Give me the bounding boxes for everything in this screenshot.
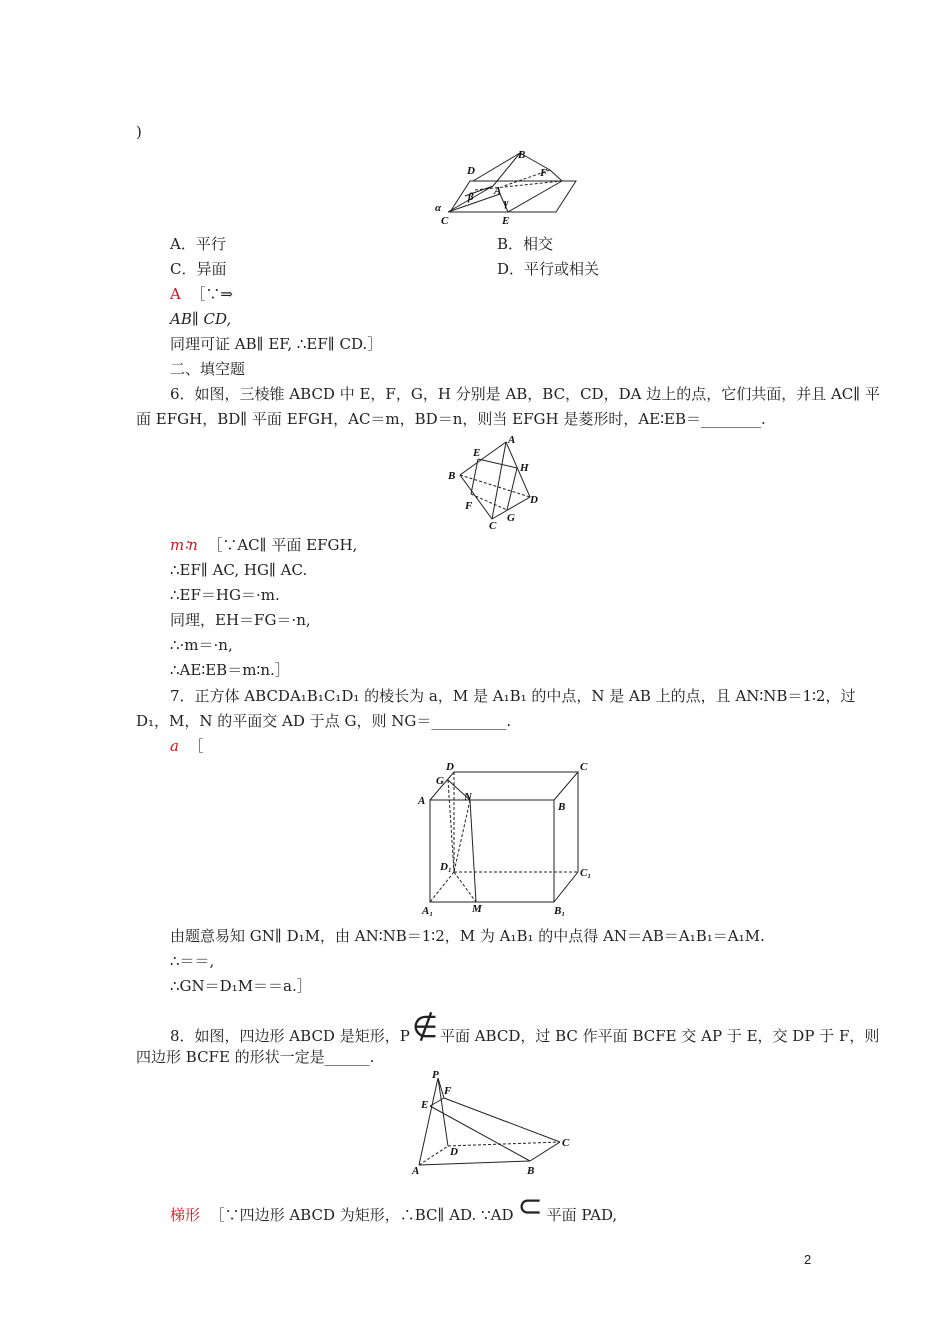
q5-label-E: E xyxy=(502,215,510,227)
section-title: 二、填空题 xyxy=(170,360,246,378)
q6-solution-line: 同理，EH＝FG＝·n, xyxy=(170,611,311,629)
q5-solution-line2: AB∥ CD, xyxy=(170,310,232,328)
page-number: 2 xyxy=(804,1252,812,1267)
subset-symbol: ⊂ xyxy=(517,1189,543,1224)
q5-option-c: C．异面 xyxy=(170,260,227,278)
q6-answer-line xyxy=(170,535,357,555)
q8-stem-line1 xyxy=(170,1010,880,1046)
q8-label-E: E xyxy=(421,1099,429,1111)
q6-label-G: G xyxy=(507,512,515,524)
q6-answer: m∶n xyxy=(170,536,198,554)
q6-label-A: A xyxy=(508,434,516,446)
q5-figure xyxy=(420,148,620,228)
q6-figure xyxy=(442,435,552,535)
q6-solution-line: ∴EF＝HG＝·m. xyxy=(170,586,280,604)
q8-label-B: B xyxy=(527,1165,535,1177)
q5-solution-line3: 同理可证 AB∥ EF, ∴EF∥ CD.］ xyxy=(170,335,383,353)
q7-label-G: G xyxy=(436,775,444,787)
q8-stem-part2: 平面 ABCD，过 BC 作平面 BCFE 交 AP 于 E，交 DP 于 F，则 xyxy=(439,1027,880,1045)
q8-figure xyxy=(412,1068,582,1178)
q7-label-B: B xyxy=(558,801,566,813)
q6-label-B: B xyxy=(448,470,456,482)
q7-label-B1: B₁ xyxy=(554,905,566,917)
q6-label-D: D xyxy=(530,494,538,506)
q7-label-D1: D₁ xyxy=(440,861,452,873)
q5-label-D: D xyxy=(467,165,475,177)
q7-label-A: A xyxy=(418,795,426,807)
q5-option-b: B．相交 xyxy=(497,235,554,253)
q8-label-F: F xyxy=(444,1085,452,1097)
q6-label-E: E xyxy=(473,447,481,459)
q5-answer-line xyxy=(170,284,233,304)
continuation-paren: ) xyxy=(136,123,142,141)
q6-stem-line1: 6．如图，三棱锥 ABCD 中 E，F，G，H 分别是 AB，BC，CD，DA 边上的点，它们共面，并且 AC∥ 平 xyxy=(170,385,880,403)
q7-label-N: N xyxy=(464,791,472,803)
q8-label-A: A xyxy=(412,1165,420,1177)
q5-label-F: F xyxy=(540,167,548,179)
q7-label-M: M xyxy=(472,903,482,915)
q7-solution-line: ∴GN＝D₁M＝＝a.］ xyxy=(170,977,312,995)
not-in-symbol: ∉ xyxy=(411,1010,438,1045)
q5-label-A: A xyxy=(494,185,502,197)
q5-answer: A xyxy=(170,285,181,303)
q6-solution-line: ∴EF∥ AC, HG∥ AC. xyxy=(170,561,308,579)
q6-solution-line: ∴·m＝·n, xyxy=(170,636,233,654)
q5-label-alpha: α xyxy=(435,202,442,214)
q5-option-d: D．平行或相关 xyxy=(497,260,600,278)
q8-answer-line xyxy=(170,1189,618,1225)
q5-answer-rest: ［∵⇒ xyxy=(190,285,233,303)
q5-label-gamma: γ xyxy=(504,197,509,209)
q7-label-D: D xyxy=(446,761,454,773)
q7-answer: a xyxy=(170,737,179,755)
q8-answer: 梯形 xyxy=(170,1206,201,1224)
q8-label-D: D xyxy=(450,1146,458,1158)
q6-label-H: H xyxy=(520,462,529,474)
q8-stem-part1: 8．如图，四边形 ABCD 是矩形，P xyxy=(170,1027,410,1045)
q7-stem-line1: 7．正方体 ABCDA₁B₁C₁D₁ 的棱长为 a，M 是 A₁B₁ 的中点，N 是 AB 上的点，且 AN∶NB＝1∶2，过 xyxy=(170,687,856,705)
q5-label-beta: β xyxy=(468,191,474,203)
q8-answer-rest-part2: 平面 PAD, xyxy=(546,1206,618,1224)
q6-solution-line: ∴AE∶EB＝m∶n.］ xyxy=(170,661,290,679)
q7-solution-line: ∴＝＝, xyxy=(170,952,215,970)
q8-label-C: C xyxy=(562,1137,570,1149)
q7-label-A1: A₁ xyxy=(422,905,434,917)
q7-stem-line2: D₁，M，N 的平面交 AD 于点 G，则 NG＝__________. xyxy=(136,712,512,730)
q7-label-C1: C₁ xyxy=(580,867,592,879)
q7-solution-line: 由题意易知 GN∥ D₁M，由 AN∶NB＝1∶2，M 为 A₁B₁ 的中点得 AN＝AB＝A₁B₁＝A₁M. xyxy=(170,927,765,945)
q6-stem-line2: 面 EFGH，BD∥ 平面 EFGH，AC＝m，BD＝n，则当 EFGH 是菱形时，AE∶EB＝________. xyxy=(136,410,766,428)
q8-stem-line2: 四边形 BCFE 的形状一定是______. xyxy=(136,1048,375,1066)
q8-label-P: P xyxy=(432,1069,439,1081)
q5-option-a: A．平行 xyxy=(170,235,226,253)
q5-label-C: C xyxy=(441,215,449,227)
q7-label-C: C xyxy=(580,761,588,773)
q6-label-F: F xyxy=(465,500,473,512)
q8-answer-rest-part1: ［∵四边形 ABCD 为矩形，∴BC∥ AD. ∵AD xyxy=(209,1206,514,1224)
q7-cube-figure xyxy=(412,758,592,918)
q7-answer-rest: ［ xyxy=(188,737,204,755)
q6-answer-rest: ［∵AC∥ 平面 EFGH, xyxy=(207,536,358,554)
q6-label-C: C xyxy=(489,520,497,532)
q5-label-B: B xyxy=(518,149,526,161)
q7-answer-line xyxy=(170,736,204,756)
